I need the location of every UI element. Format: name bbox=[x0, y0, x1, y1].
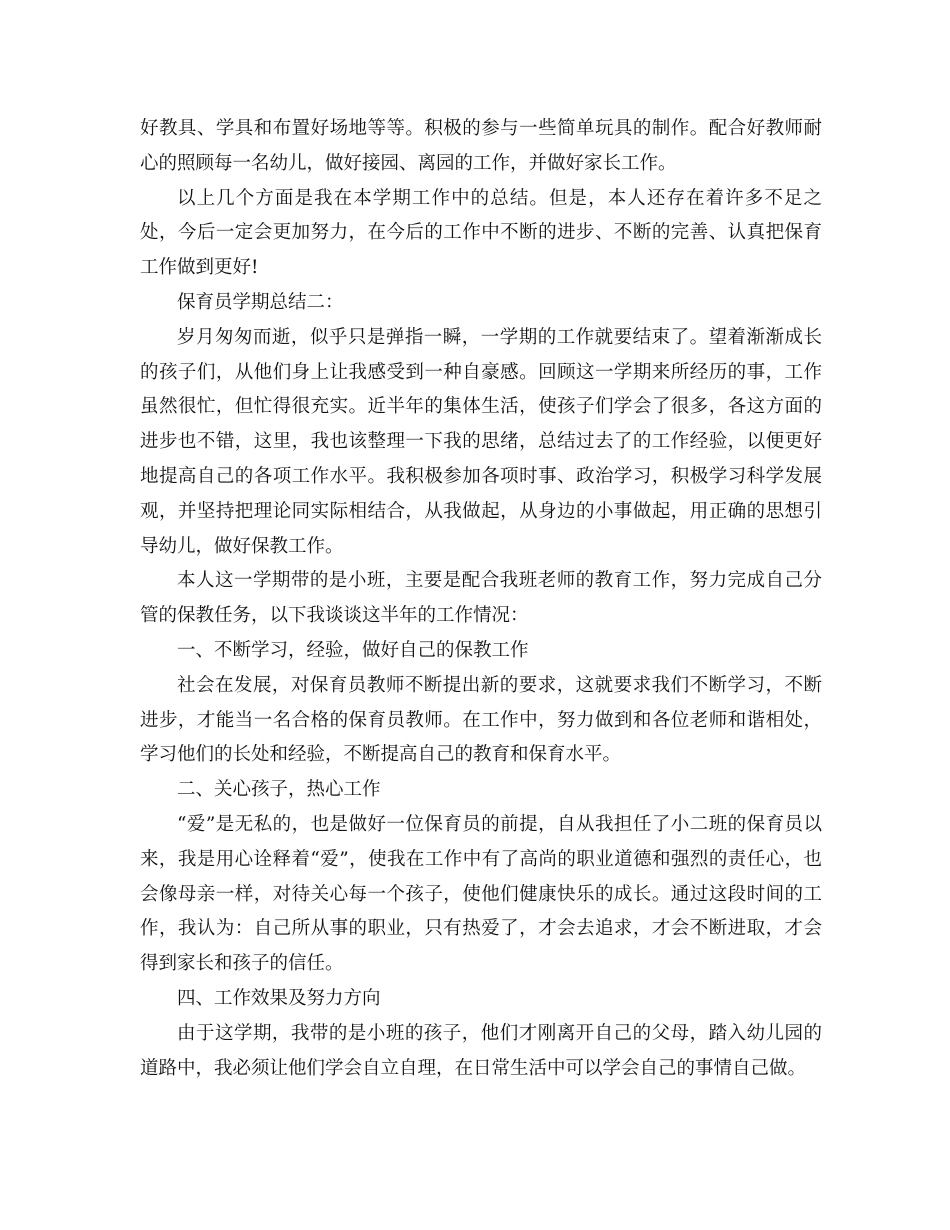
paragraph-continuation: 好教具、学具和布置好场地等等。积极的参与一些简单玩具的制作。配合好教师耐心的照顾每一名幼儿，做好接园、离园的工作，并做好家长工作。 bbox=[140, 118, 822, 174]
paragraph-intro: 岁月匆匆而逝，似乎只是弹指一瞬，一学期的工作就要结束了。望着渐渐成长的孩子们，从他们身上让我感受到一种自豪感。回顾这一学期来所经历的事，工作虽然很忙，但忙得很充实。近半年的集体生活，使孩子们学会了很多，各这方面的进步也不错，这里，我也该整理一下我的思绪，总结过去了的工作经验，以便更好地提高自己的各项工作水平。我积极参加各项时事、政治学习，积极学习科学发展观，并坚持把理论同实际相结合，从我做起，从身边的小事做起，用正确的思想引导幼儿，做好保教工作。 bbox=[140, 326, 822, 557]
document-body bbox=[140, 112, 822, 1086]
heading-section-two: 二、关心孩子，热心工作 bbox=[177, 779, 381, 801]
heading-section-one: 一、不断学习，经验，做好自己的保教工作 bbox=[177, 639, 529, 661]
heading-section-four: 四、工作效果及努力方向 bbox=[177, 987, 381, 1009]
paragraph-section-one: 社会在发展，对保育员教师不断提出新的要求，这就要求我们不断学习，不断进步，才能当一名合格的保育员教师。在工作中，努力做到和各位老师和谐相处，学习他们的长处和经验，不断提高自己的教育和保育水平。 bbox=[140, 674, 822, 766]
paragraph-summary-conclusion: 以上几个方面是我在本学期工作中的总结。但是，本人还存在着许多不足之处，今后一定会更加努力，在今后的工作中不断的进步、不断的完善、认真把保育工作做到更好! bbox=[140, 187, 822, 279]
paragraph-section-two: “爱”是无私的，也是做好一位保育员的前提，自从我担任了小二班的保育员以来，我是用心诠释着“爱”，使我在工作中有了高尚的职业道德和强烈的责任心，也会像母亲一样，对待关心每一个孩子，使他们健康快乐的成长。通过这段时间的工作，我认为：自己所从事的职业，只有热爱了，才会去追求，才会不断进取，才会得到家长和孩子的信任。 bbox=[140, 813, 822, 975]
section-title-summary-two: 保育员学期总结二： bbox=[177, 291, 344, 313]
paragraph-class-duty: 本人这一学期带的是小班，主要是配合我班老师的教育工作，努力完成自己分管的保教任务，以下我谈谈这半年的工作情况： bbox=[140, 570, 822, 627]
paragraph-section-four: 由于这学期，我带的是小班的孩子，他们才刚离开自己的父母，踏入幼儿园的道路中，我必须让他们学会自立自理，在日常生活中可以学会自己的事情自己做。 bbox=[140, 1022, 822, 1079]
